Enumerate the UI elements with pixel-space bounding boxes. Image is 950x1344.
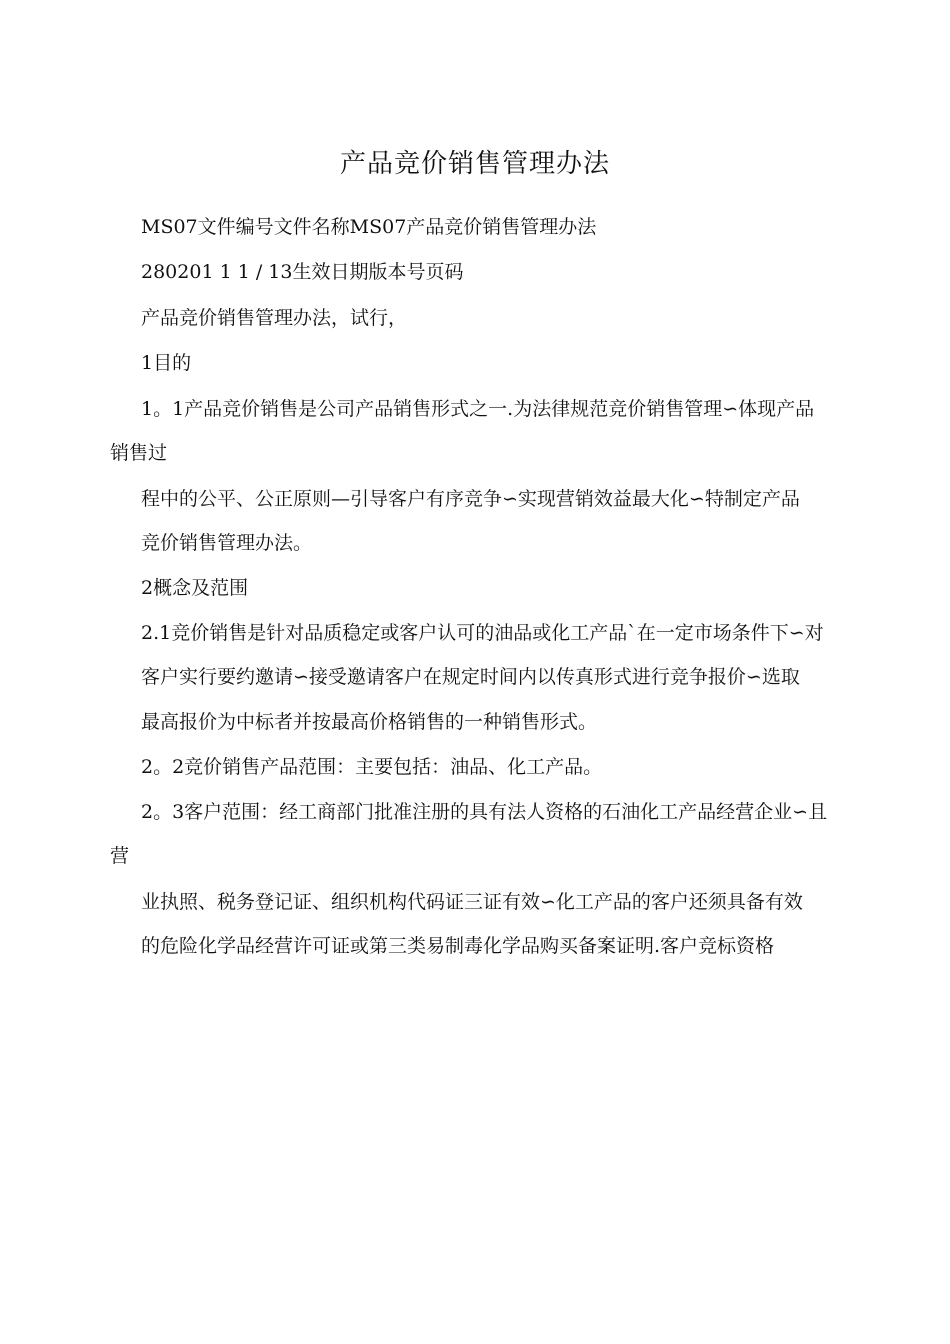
paragraph-line: 销售过 xyxy=(110,442,168,464)
paragraph-line: 2。3客户范围：经工商部门批准注册的具有法人资格的石油化工产品经营企业∽且 xyxy=(141,801,828,823)
document-title: 产品竞价销售管理办法 xyxy=(339,149,610,179)
paragraph-line: 2。2竞价销售产品范围：主要包括：油品、化工产品。 xyxy=(141,756,603,778)
paragraph-line: 2.1竞价销售是针对品质稳定或客户认可的油品或化工产品`在一定市场条件下∽对 xyxy=(141,622,824,644)
paragraph-line: 业执照、税务登记证、组织机构代码证三证有效∽化工产品的客户还须具备有效 xyxy=(141,891,803,913)
doc-line-subtitle: 产品竞价销售管理办法，试行， xyxy=(141,307,408,329)
section-heading-scope: 2概念及范围 xyxy=(141,577,249,599)
section-heading-purpose: 1目的 xyxy=(141,352,192,374)
paragraph-line: 1。1产品竞价销售是公司产品销售形式之一.为法律规范竞价销售管理∽体现产品 xyxy=(141,398,815,420)
paragraph-line: 竞价销售管理办法。 xyxy=(141,532,313,554)
doc-line-file-info: MS07文件编号文件名称MS07产品竞价销售管理办法 xyxy=(141,216,597,238)
paragraph-line: 程中的公平、公正原则—引导客户有序竞争∽实现营销效益最大化∽特制定产品 xyxy=(141,488,800,510)
paragraph-line: 最高报价为中标者并按最高价格销售的一种销售形式。 xyxy=(141,711,598,733)
doc-line-version-info: 280201 1 1 / 13生效日期版本号页码 xyxy=(141,261,464,283)
paragraph-line: 营 xyxy=(110,845,130,867)
paragraph-line: 的危险化学品经营许可证或第三类易制毒化学品购买备案证明.客户竞标资格 xyxy=(141,935,775,957)
paragraph-line: 客户实行要约邀请∽接受邀请客户在规定时间内以传真形式进行竞争报价∽选取 xyxy=(141,666,800,688)
